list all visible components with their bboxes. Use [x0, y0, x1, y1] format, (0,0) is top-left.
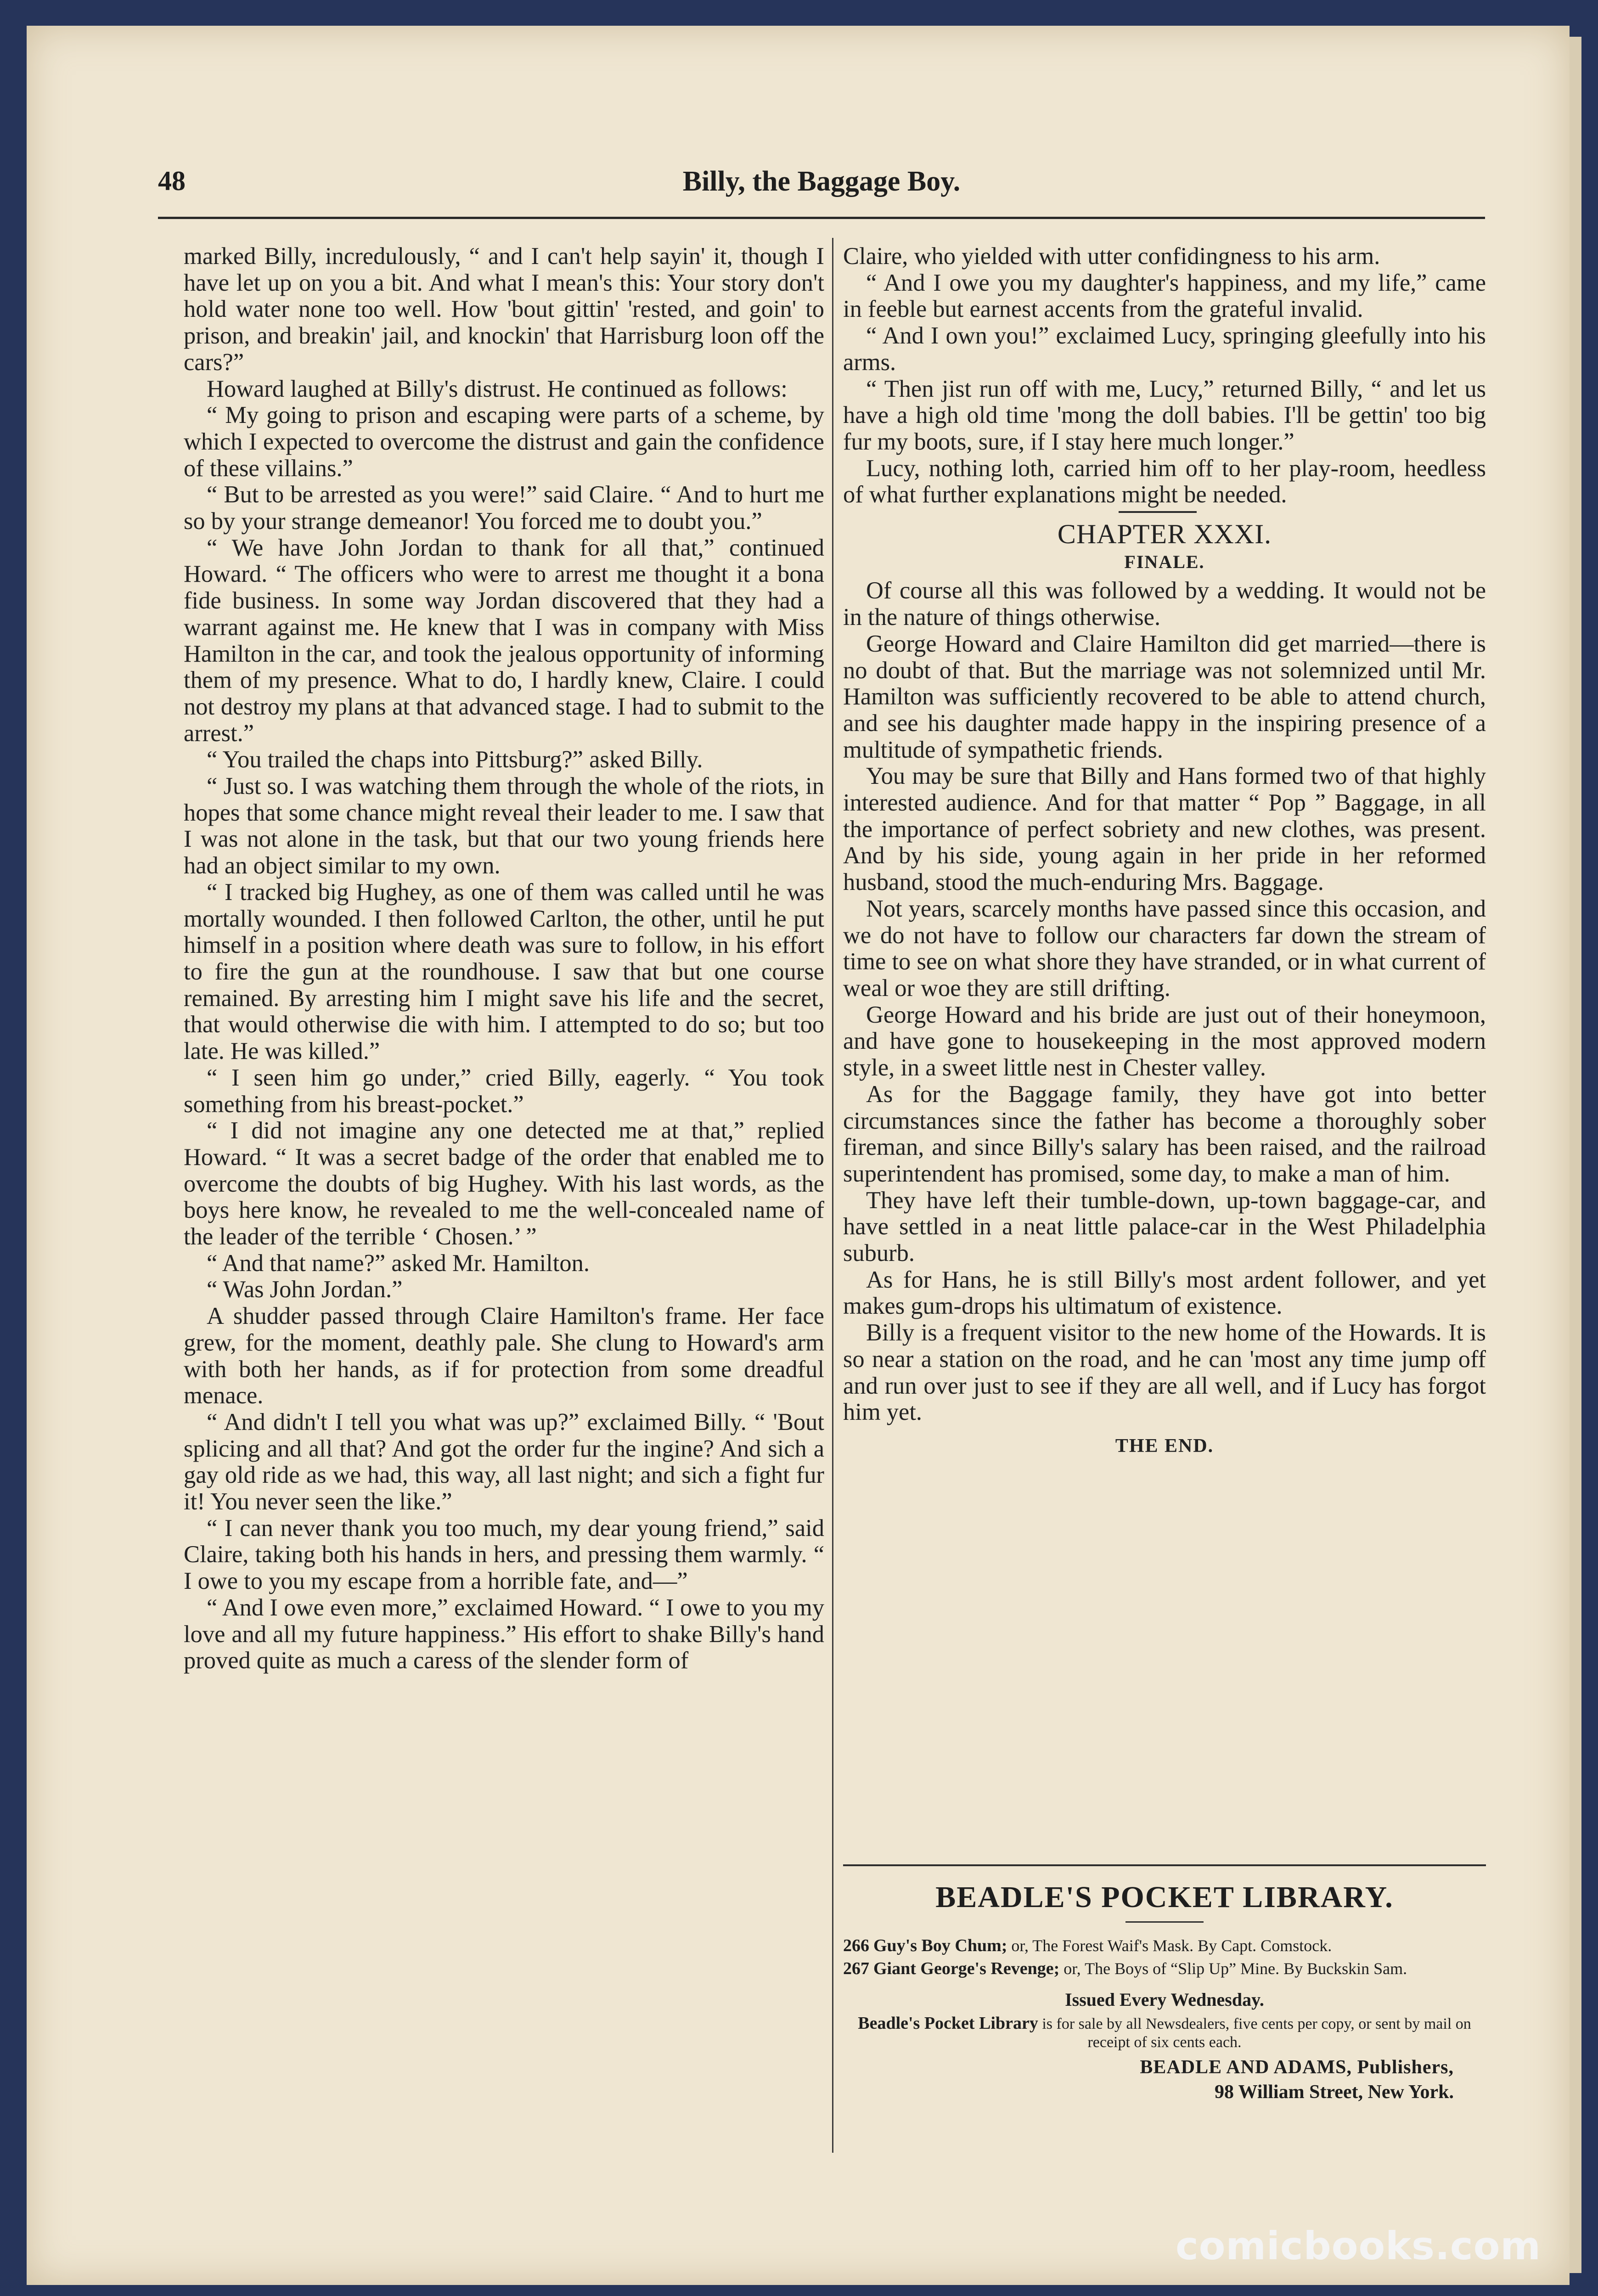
running-title: Billy, the Baggage Boy.	[682, 166, 961, 197]
entry-description: or, The Boys of “Slip Up” Mine. By Buckskin Sam.	[1063, 1959, 1407, 1978]
paragraph: You may be sure that Billy and Hans formed two of that highly interested audience. And for that matter “ Pop ” Baggage, in all the importance of perfect sobriety and new clothes, was present. And by his side, young again in her pride in her reformed husband, stood the much-enduring Mrs. Baggage.	[843, 763, 1486, 896]
paragraph: “ I can never thank you too much, my dear young friend,” said Claire, taking both his hands in hers, and pressing them warmly. “ I owe to you my escape from a horrible fate, and—”	[184, 1514, 824, 1595]
paragraph: “ And I owe you my daughter's happiness, and my life,” came in feeble but earnest accents from the grateful invalid.	[843, 269, 1486, 323]
library-note-name: Beadle's Pocket Library	[858, 2014, 1038, 2033]
column-divider	[832, 238, 833, 2153]
entry-description: or, The Forest Waif's Mask. By Capt. Comstock.	[1011, 1936, 1332, 1955]
paragraph: “ And didn't I tell you what was up?” exclaimed Billy. “ 'Bout splicing and all that? And got the order fur the ingine? And sich a gay old ride as we had, this way, all last night; and sich a fight fur it! You never seen the like.”	[184, 1408, 824, 1515]
left-column	[184, 243, 824, 1674]
paragraph: As for Hans, he is still Billy's most ardent follower, and yet makes gum-drops his ultimatum of existence.	[843, 1266, 1486, 1320]
library-entry	[843, 1936, 1486, 1955]
paragraph: Of course all this was followed by a wedding. It would not be in the nature of things otherwise.	[843, 577, 1486, 631]
paragraph: “ My going to prison and escaping were parts of a scheme, by which I expected to overcome the distrust and gain the confidence of these villains.”	[184, 402, 824, 482]
library-advertisement	[843, 1864, 1486, 2103]
section-rule	[1119, 511, 1197, 513]
paragraph: “ You trailed the chaps into Pittsburg?” asked Billy.	[207, 746, 703, 773]
paragraph: Howard laughed at Billy's distrust. He continued as follows:	[207, 375, 788, 402]
paragraph: Not years, scarcely months have passed since this occasion, and we do not have to follow our characters far down the stream of time to see on what shore they have stranded, or in what current of weal or woe they are still drifting.	[843, 895, 1486, 1002]
paragraph: Claire, who yielded with utter confidingness to his arm.	[843, 243, 1380, 270]
page-number: 48	[158, 166, 186, 196]
paragraph: “ And that name?” asked Mr. Hamilton.	[207, 1249, 590, 1277]
paragraph: “ Was John Jordan.”	[207, 1276, 403, 1303]
paragraph: “ I did not imagine any one detected me at that,” replied Howard. “ It was a secret badge of the order that enabled me to overcome the doubts of big Hughey. With his last words, as the boys here know, he revealed to me the well-concealed name of the leader of the terrible ‘ Chosen.’ ”	[184, 1117, 824, 1250]
entry-number: 267	[843, 1959, 869, 1978]
paragraph: marked Billy, incredulously, “ and I can't help sayin' it, though I have let up on you a bit. And what I mean's this: Your story don't hold water none too well. How 'bout gittin' 'rested, and goin' to prison, and breakin' jail, and knockin' that Harrisburg loon off the cars?”	[184, 243, 824, 376]
paragraph: “ Then jist run off with me, Lucy,” returned Billy, “ and let us have a high old time 'mong the doll babies. I'll be gettin' too big fur my boots, sure, if I stay here much longer.”	[843, 375, 1486, 455]
paragraph: “ And I owe even more,” exclaimed Howard. “ I owe to you my love and all my future happiness.” His effort to shake Billy's hand proved quite as much a caress of the slender form of	[184, 1594, 824, 1674]
paragraph: Billy is a frequent visitor to the new home of the Howards. It is so near a station on the road, and he can 'most any time jump off and run over just to see if they are all well, and if Lucy has forgot him yet.	[843, 1319, 1486, 1426]
paragraph: As for the Baggage family, they have got into better circumstances since the father has become a thoroughly sober fireman, and since Billy's salary has been raised, and the railroad superintendent has promised, some day, to make a man of him.	[843, 1080, 1486, 1187]
paragraph: George Howard and Claire Hamilton did get married—there is no doubt of that. But the marriage was not solemnized until Mr. Hamilton was sufficiently recovered to be able to attend church, and see his daughter made happy in the inspiring presence of a multitude of sympathetic friends.	[843, 630, 1486, 763]
library-issued: Issued Every Wednesday.	[1065, 1989, 1264, 2010]
library-publisher: BEADLE AND ADAMS, Publishers,	[1140, 2057, 1454, 2078]
paragraph: A shudder passed through Claire Hamilton's frame. Her face grew, for the moment, deathly pale. She clung to Howard's arm with both her hands, as if for protection from some dreadful menace.	[184, 1303, 824, 1409]
paragraph: They have left their tumble-down, up-town baggage-car, and have settled in a neat little palace-car in the West Philadelphia suburb.	[843, 1187, 1486, 1267]
chapter-title: CHAPTER XXXI.	[1057, 519, 1272, 550]
library-note-text: is for sale by all Newsdealers, five cents per copy, or sent by mail on receipt of six cents each.	[1042, 2015, 1471, 2051]
paragraph: “ We have John Jordan to thank for all that,” continued Howard. “ The officers who were to arrest me thought it a bona fide business. In some way Jordan discovered that they had a warrant against me. He knew that I was in company with Miss Hamilton in the car, and took the jealous opportunity of informing them of my presence. What to do, I hardly knew, Claire. I could not destroy my plans at that advanced stage. I had to submit to the arrest.”	[184, 534, 824, 747]
paragraph: “ I tracked big Hughey, as one of them was called until he was mortally wounded. I then followed Carlton, the other, until he put himself in a position where death was sure to follow, in his effort to fire the gun at the roundhouse. I saw that but one course remained. By arresting him I might save his life and the secret, that would otherwise die with him. I attempted to do so; but too late. He was killed.”	[184, 878, 824, 1065]
entry-title: Guy's Boy Chum;	[873, 1936, 1007, 1955]
library-note	[843, 2014, 1486, 2052]
page-edge	[1570, 37, 1581, 2273]
paragraph: George Howard and his bride are just out of their honeymoon, and have gone to housekeeping in the most approved modern style, in a sweet little nest in Chester valley.	[843, 1001, 1486, 1081]
paragraph: “ I seen him go under,” cried Billy, eagerly. “ You took something from his breast-pocket.”	[184, 1064, 824, 1118]
end-mark: THE END.	[1115, 1435, 1214, 1457]
library-address: 98 William Street, New York.	[1214, 2082, 1454, 2103]
paragraph: “ But to be arrested as you were!” said Claire. “ And to hurt me so by your strange demeanor! You forced me to doubt you.”	[184, 481, 824, 535]
entry-number: 266	[843, 1936, 869, 1955]
watermark: comicbooks.com	[1176, 2223, 1541, 2268]
library-entry	[843, 1959, 1486, 1978]
right-column	[843, 243, 1486, 1460]
chapter-subtitle: FINALE.	[1124, 551, 1205, 572]
library-title: BEADLE'S POCKET LIBRARY.	[935, 1880, 1394, 1914]
paragraph: “ Just so. I was watching them through the whole of the riots, in hopes that some chance might reveal their leader to me. I saw that I was not alone in the task, but that our two young friends here had an object similar to my own.	[184, 773, 824, 879]
page-header	[158, 162, 1485, 219]
paragraph: “ And I own you!” exclaimed Lucy, springing gleefully into his arms.	[843, 322, 1486, 376]
entry-title: Giant George's Revenge;	[873, 1959, 1060, 1978]
paragraph: Lucy, nothing loth, carried him off to her play-room, heedless of what further explanations might be needed.	[843, 455, 1486, 508]
library-rule	[1125, 1921, 1204, 1923]
